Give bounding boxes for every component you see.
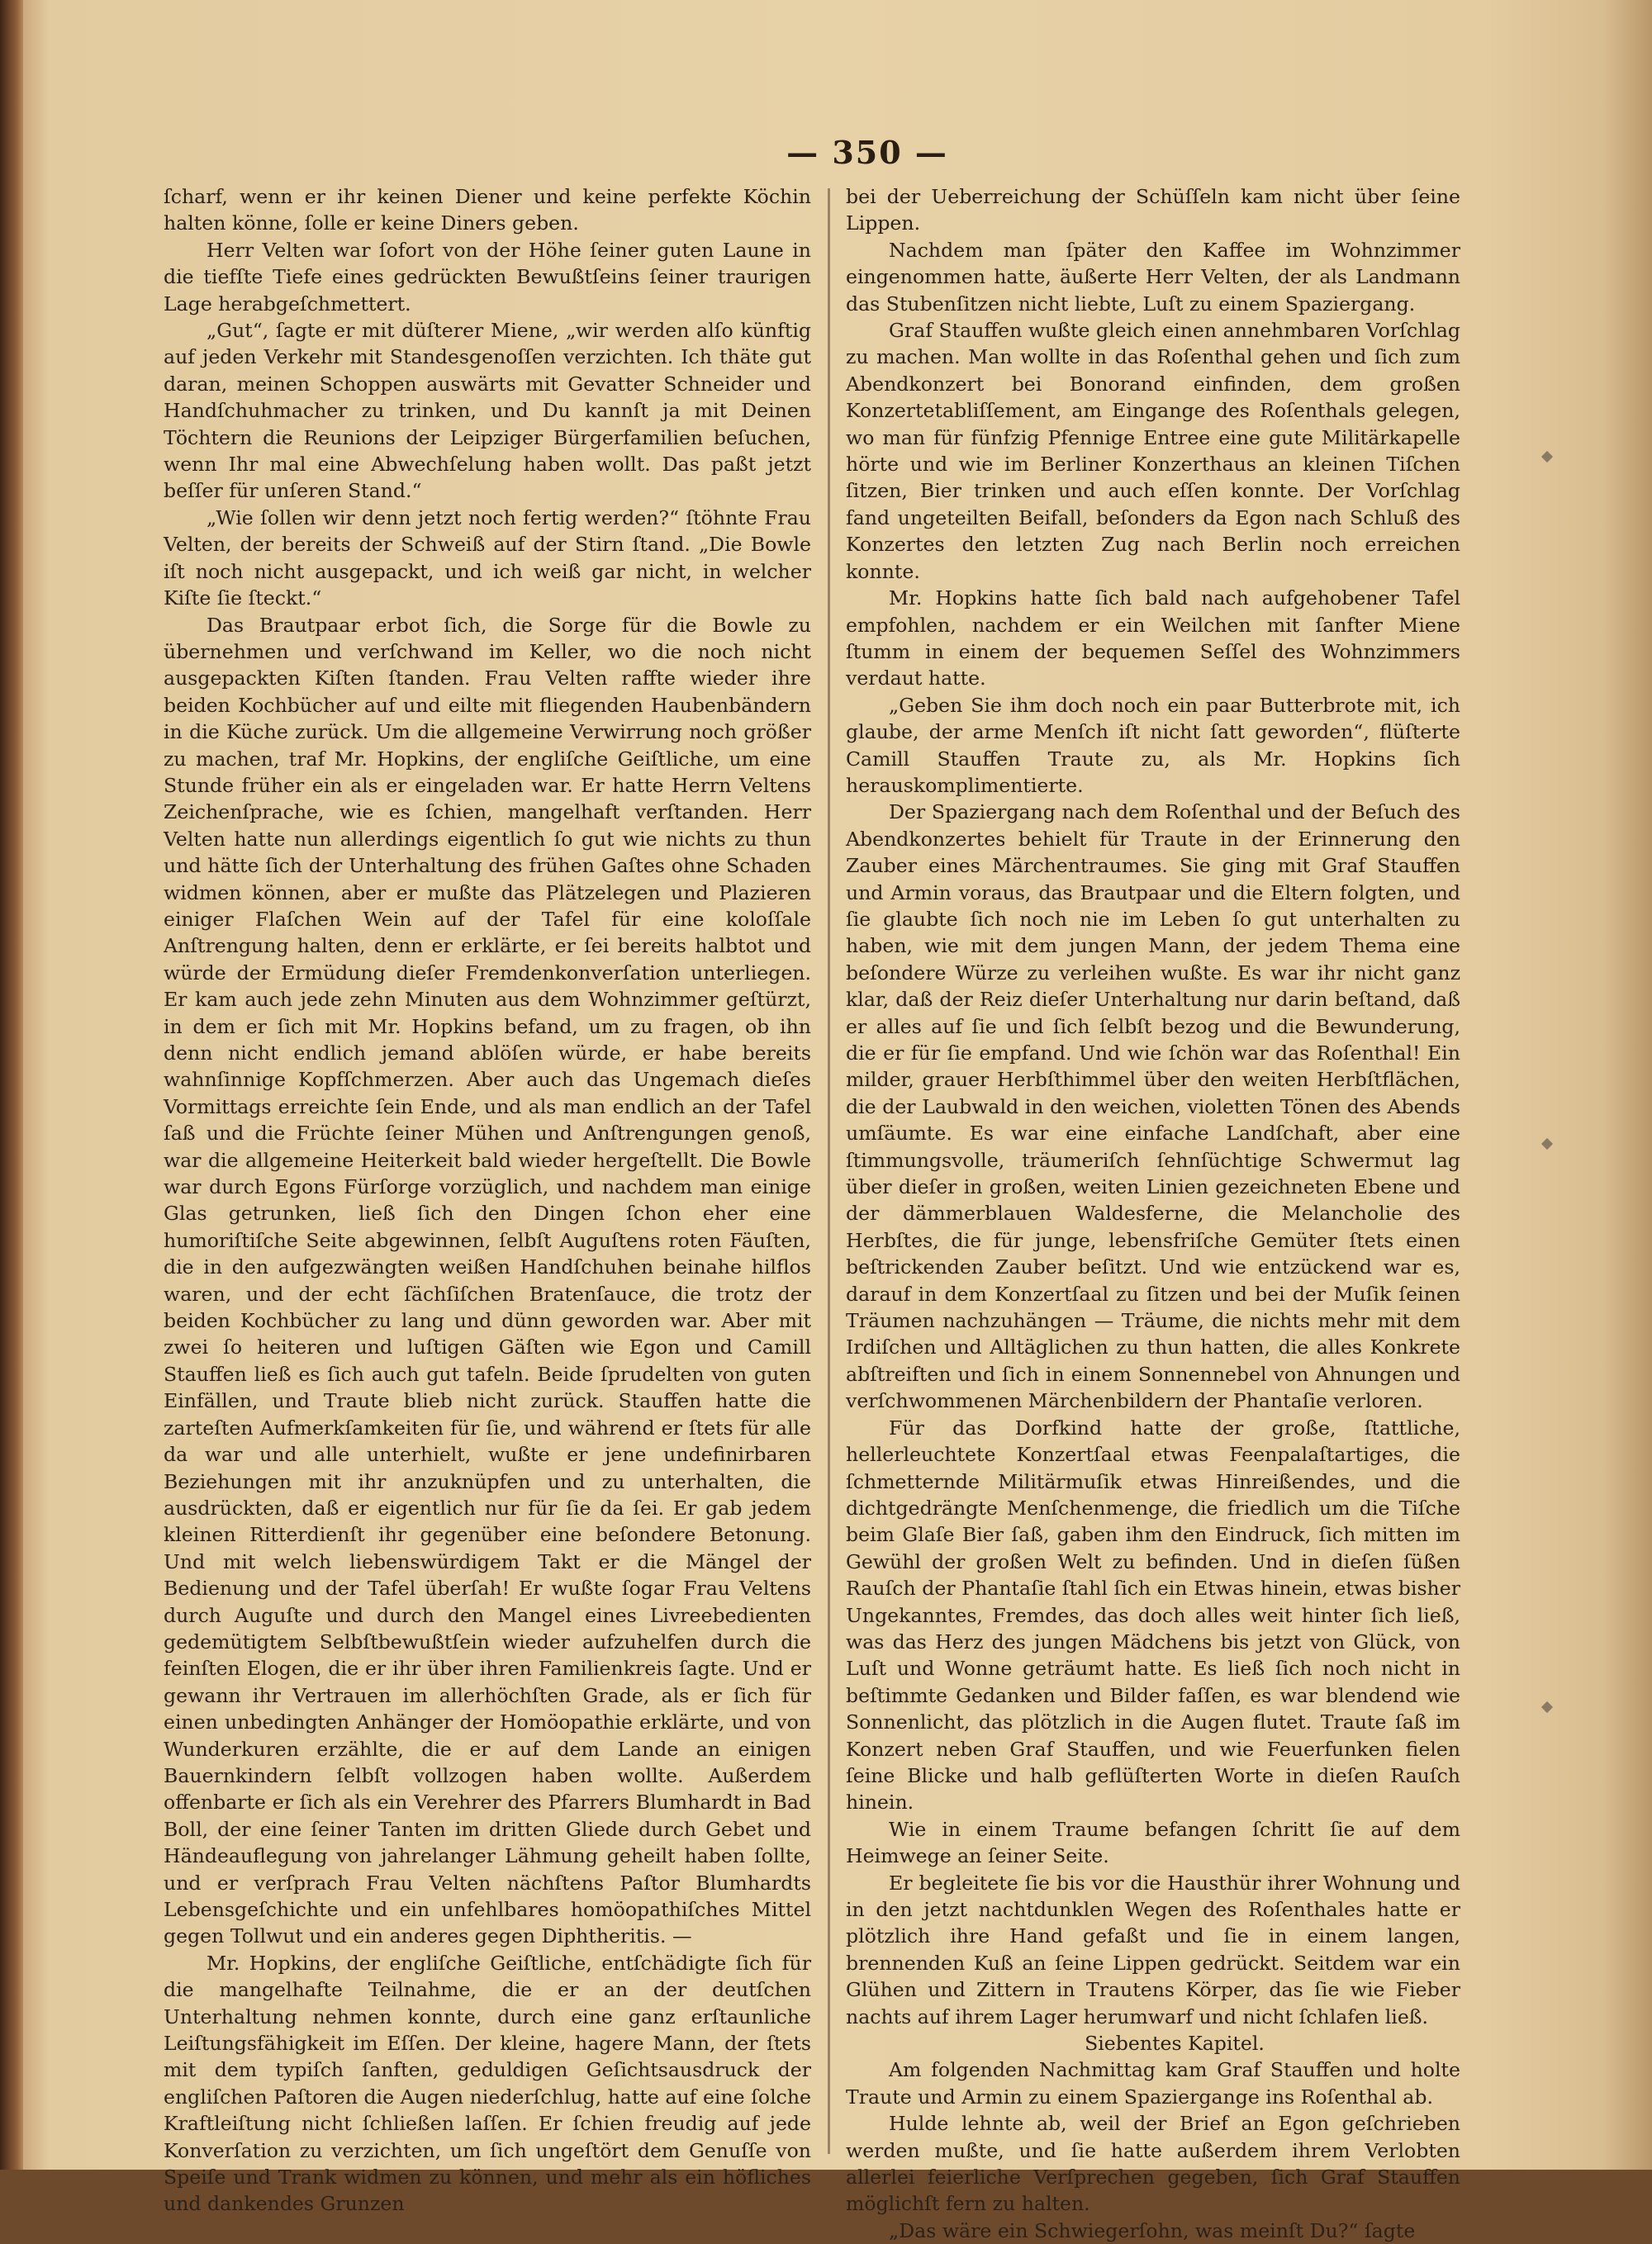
paragraph: Wie in einem Traume befangen ſchritt ſie auf dem Heimwege an ſeiner Seite. — [846, 1817, 1460, 1868]
paragraph: Das Brautpaar erbot ſich, die Sorge für die Bowle zu übernehmen und verſchwand im Keller, wo die noch nicht ausgepackten Kiſten ſtanden. Frau Velten raffte wieder ihre beiden Kochbücher auf und eilte mit fliegenden Haubenbändern in die Küche zurück. Um die allgemeine Verwirrung noch größer zu machen, traf Mr. Hopkins, der engliſche Geiſtliche, um eine Stunde früher ein als er eingeladen war. Er hatte Herrn Veltens Zeichenſprache, wie es ſchien, mangelhaft verſtanden. Herr Velten hatte nun allerdings eigentlich ſo gut wie nichts zu thun und hätte ſich der Unterhaltung des frühen Gaſtes ohne Schaden widmen können, aber er mußte das Plätzelegen und Plazieren einiger Flaſchen Wein auf der Tafel für eine koloſſale Anſtrengung halten, denn er erklärte, er ſei bereits halbtot und würde der Ermüdung dieſer Fremdenkonverſation unterliegen. Er kam auch jede zehn Minuten aus dem Wohnzimmer geſtürzt, in dem er ſich mit Mr. Hopkins befand, um zu fragen, ob ihn denn nicht endlich jemand ablöſen würde, er habe bereits wahnſinnige Kopfſchmerzen. Aber auch das Ungemach dieſes Vormittags erreichte ſein Ende, und als man endlich an der Tafel ſaß und die Früchte ſeiner Mühen und Anſtrengungen genoß, war die allgemeine Heiterkeit bald wieder hergeſtellt. Die Bowle war durch Egons Fürſorge vorzüglich, und nachdem man einige Glas getrunken, ließ ſich den Dingen ſchon eher eine humoriſtiſche Seite abgewinnen, ſelbſt Auguſtens roten Fäuſten, die in den aufgezwängten weißen Handſchuhen beinahe hilflos waren, und der echt ſächſiſchen Bratenſauce, die trotz der beiden Kochbücher zu lang und dünn geworden war. Aber mit zwei ſo heiteren und luſtigen Gäſten wie Egon und Camill Stauffen ließ es ſich auch gut tafeln. Beide ſprudelten von guten Einfällen, und Traute blieb nicht zurück. Stauffen hatte die zarteſten Aufmerkſamkeiten für ſie, und während er ſtets für alle da war und alle unterhielt, wußte er jene undefinirbaren Beziehungen mit ihr anzuknüpfen und zu unterhalten, die ausdrückten, daß er eigentlich nur für ſie da ſei. Er gab jedem kleinen Ritterdienſt ihr gegenüber eine beſondere Betonung. Und mit welch liebenswürdigem Takt er die Mängel der Bedienung und der Tafel überſah! Er wußte ſogar Frau Veltens durch Auguſte und durch den Mangel eines Livreebedienten gedemütigtem Selbſtbewußtſein wieder aufzuhelfen durch die feinſten Elogen, die er ihr über ihren Familienkreis ſagte. Und er gewann ihr Vertrauen im allerhöchſten Grade, als er ſich für einen unbedingten Anhänger der Homöopathie erklärte, und von Wunderkuren erzählte, die er auf dem Lande an einigen Bauernkindern ſelbſt vollzogen haben wollte. Außerdem offenbarte er ſich als ein Verehrer des Pfarrers Blumhardt in Bad Boll, der eine ſeiner Tanten im dritten Gliede durch Gebet und Händeauflegung von jahrelanger Lähmung geheilt haben ſollte, und er verſprach Frau Velten nächſtens Paſtor Blumhardts Lebensgeſchichte und ein unfehlbares homöopathiſches Mittel gegen Tollwut und ein anderes gegen Diphtheritis. — — [164, 613, 811, 1948]
margin-mark-icon — [1541, 451, 1553, 463]
right-text-column — [846, 183, 1460, 2242]
paragraph: ſcharf, wenn er ihr keinen Diener und keine perfekte Köchin halten könne, ſolle er keine Diners geben. — [164, 185, 811, 235]
paragraph: Graf Stauffen wußte gleich einen annehmbaren Vorſchlag zu machen. Man wollte in das Roſenthal gehen und ſich zum Abendkonzert bei Bonorand einfinden, dem großen Konzertetabliſſement, am Eingange des Roſenthals gelegen, wo man für fünfzig Pfennige Entree eine gute Militärkapelle hörte und wie im Berliner Konzerthaus an kleinen Tiſchen ſitzen, Bier trinken und auch eſſen konnte. Der Vorſchlag fand ungeteilten Beifall, beſonders da Egon nach Schluß des Konzertes den letzten Zug nach Berlin noch erreichen konnte. — [846, 319, 1460, 583]
paragraph: Der Spaziergang nach dem Roſenthal und der Beſuch des Abendkonzertes behielt für Traute in der Erinnerung den Zauber eines Märchentraumes. Sie ging mit Graf Stauffen und Armin voraus, das Brautpaar und die Eltern folgten, und ſie glaubte ſich noch nie im Leben ſo gut unterhalten zu haben, wie mit dem jungen Mann, der jedem Thema eine beſondere Würze zu verleihen wußte. Es war ihr nicht ganz klar, daß der Reiz dieſer Unterhaltung nur darin beſtand, daß er alles auf ſie und ſich ſelbſt bezog und die Bewunderung, die er für ſie empfand. Und wie ſchön war das Roſenthal! Ein milder, grauer Herbſthimmel über den weiten Herbſtflächen, die der Laubwald in den weichen, violetten Tönen des Abends umſäumte. Es war eine einfache Landſchaft, aber eine ſtimmungsvolle, träumeriſch ſehnſüchtige Schwermut lag über dieſer in großen, weiten Linien gezeichneten Ebene und der dämmerblauen Waldesferne, die Melancholie des Herbſtes, die für junge, lebensfriſche Gemüter ſtets einen beſtrickenden Zauber beſitzt. Und wie entzückend war es, darauf in dem Konzertſaal zu ſitzen und bei der Muſik ſeinen Träumen nachzuhängen — Träume, die nichts mehr mit dem Irdiſchen und Alltäglichen zu thun hatten, die alles Konkrete abſtreiften und ſich in einem Sonnennebel von Ahnungen und verſchwommenen Märchenbildern der Phantaſie verloren. — [846, 800, 1460, 1413]
margin-mark-icon — [1541, 1138, 1553, 1150]
paragraph: Er begleitete ſie bis vor die Hausthür ihrer Wohnung und in den jetzt nachtdunklen Wegen des Roſenthales hatte er plötzlich ihre Hand gefaßt und ſie in einem langen, brennenden Kuß an ſeine Lippen gedrückt. Seitdem war ein Glühen und Zittern in Trautens Körper, das ſie wie Fieber nachts auf ihrem Lager herumwarf und nicht ſchlafen ließ. — [846, 1871, 1460, 2028]
paragraph: Herr Velten war ſofort von der Höhe ſeiner guten Laune in die tiefſte Tiefe eines gedrückten Bewußtſeins ſeiner traurigen Lage herabgeſchmettert. — [164, 238, 811, 315]
paragraph: Mr. Hopkins hatte ſich bald nach aufgehobener Tafel empfohlen, nachdem er ein Weilchen mit ſanfter Miene ſtumm in einem der bequemen Seſſel des Wohnzimmers verdaut hatte. — [846, 586, 1460, 690]
paragraph: „Gut“, ſagte er mit düſterer Miene, „wir werden alſo künftig auf jeden Verkehr mit Standesgenoſſen verzichten. Ich thäte gut daran, meinen Schoppen auswärts mit Gevatter Schneider und Handſchuhmacher zu trinken, und Du kannſt ja mit Deinen Töchtern die Reunions der Leipziger Bürgerfamilien beſuchen, wenn Ihr mal eine Abwechſelung haben wollt. Das paßt jetzt beſſer für unſeren Stand.“ — [164, 319, 811, 503]
column-divider — [828, 188, 830, 2154]
paragraph: Mr. Hopkins, der engliſche Geiſtliche, entſchädigte ſich für die mangelhafte Teilnahme, die er an der deutſchen Unterhaltung nehmen konnte, durch eine ganz erſtaunliche Leiſtungsfähigkeit im Eſſen. Der kleine, hagere Mann, der ſtets mit dem typiſch ſanften, geduldigen Geſichtsausdruck der engliſchen Paſtoren die Augen niederſchlug, hatte auf eine ſolche Kraftleiſtung nicht ſchließen laſſen. Er ſchien freudig auf jede Konverſation zu verzichten, um ſich ungeſtört dem Genuſſe von Speiſe und Trank widmen zu können, und mehr als ein höfliches und dankendes Grunzen — [164, 1951, 811, 2216]
paragraph: Hulde lehnte ab, weil der Brief an Egon geſchrieben werden mußte, und ſie hatte außerdem ihrem Verlobten allerlei feierliche Verſprechen gegeben, ſich Graf Stauffen möglichſt fern zu halten. — [846, 2112, 1460, 2216]
paragraph: „Wie ſollen wir denn jetzt noch fertig werden?“ ſtöhnte Frau Velten, der bereits der Schweiß auf der Stirn ſtand. „Die Bowle iſt noch nicht ausgepackt, und ich weiß gar nicht, in welcher Kiſte ſie ſteckt.“ — [164, 505, 811, 610]
paragraph: „Geben Sie ihm doch noch ein paar Butterbrote mit, ich glaube, der arme Menſch iſt nicht ſatt geworden“, flüſterte Camill Stauffen Traute zu, als Mr. Hopkins ſich herauskomplimentierte. — [846, 693, 1460, 797]
margin-mark-icon — [1541, 1701, 1553, 1713]
left-text-column — [164, 183, 811, 2216]
paragraph: „Das wäre ein Schwiegerſohn, was meinſt Du?“ ſagte — [889, 2218, 1416, 2242]
book-binding-edge — [0, 0, 23, 2170]
paragraph: Für das Dorfkind hatte der große, ſtattliche, hellerleuchtete Konzertſaal etwas Feenpalaſtartiges, die ſchmetternde Militärmuſik etwas Hinreißendes, und die dichtgedrängte Menſchenmenge, die friedlich um die Tiſche beim Glaſe Bier ſaß, gaben ihm den Eindruck, ſich mitten im Gewühl der großen Welt zu befinden. Und in dieſen ſüßen Rauſch der Phantaſie ſtahl ſich ein Etwas hinein, etwas bisher Ungekanntes, Fremdes, das doch alles weit hinter ſich ließ, was das Herz des jungen Mädchens bis jetzt von Glück, von Luſt und Wonne geträumt hatte. Es ließ ſich noch nicht in beſtimmte Gedanken und Bilder faſſen, es war blendend wie Sonnenlicht, das plötzlich in die Augen flutet. Traute ſaß im Konzert neben Graf Stauffen, und wie Feuerfunken fielen ſeine Blicke und halb geflüſterten Worte in dieſen Rauſch hinein. — [846, 1416, 1460, 1815]
paragraph: Nachdem man ſpäter den Kaffee im Wohnzimmer eingenommen hatte, äußerte Herr Velten, der als Landmann das Stubenſitzen nicht liebte, Luſt zu einem Spaziergang. — [846, 238, 1460, 315]
page-number: — 350 — — [786, 134, 948, 171]
chapter-heading: Siebentes Kapitel. — [1085, 2032, 1265, 2056]
paragraph: Am folgenden Nachmittag kam Graf Stauffen und holte Traute und Armin zu einem Spaziergange ins Roſenthal ab. — [846, 2058, 1460, 2109]
paragraph: bei der Ueberreichung der Schüſſeln kam nicht über ſeine Lippen. — [846, 185, 1460, 235]
